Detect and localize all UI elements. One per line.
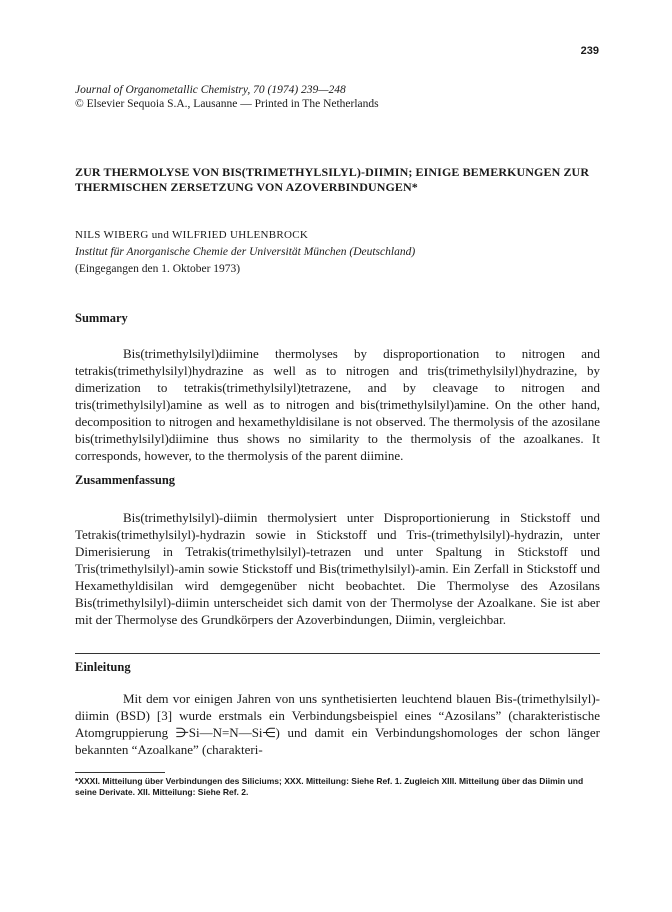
footnote: *XXXI. Mitteilung über Verbindungen des Siliciums; XXX. Mitteilung: Siehe Ref. 1. Zugleich XIII. Mitteilung über das Diimin und seine Derivate. XII. Mitteilung: Siehe Ref. 2. bbox=[75, 776, 584, 797]
summary-text: Bis(trimethylsilyl)diimine thermolyses by disproportionation to nitrogen and tetrakis(trimethylsilyl)hydrazine as well as to nitrogen and tris(trimethylsilyl)hydrazine, by dimerization to tetrakis(trimethylsilyl)tetrazene, and by cleavage to nitrogen and tris(trimethylsilyl)amine as well as to nitrogen and bis(trimethylsilyl)amine. On the other hand, decomposition to nitrogen and hexamethyldisilane is not observed. The thermolysis of the azosilane bis(trimethylsilyl)diimine thus shows no similarity to the thermolysis of the azoalkanes. It corresponds, however, to the thermolysis of the parent diimine. bbox=[75, 346, 600, 463]
received-date: (Eingegangen den 1. Oktober 1973) bbox=[75, 263, 241, 275]
zusammenfassung-text: Bis(trimethylsilyl)-diimin thermolysiert unter Disproportionierung in Stickstoff und Tetrakis(trimethylsilyl)-hydrazin sowie in Stickstoff und Tris-(trimethylsilyl)-hydrazin, unter Dimerisierung in Tetrakis(trimethylsilyl)-tetrazen und unter Spaltung in Stickstoff und Tris(trimethylsilyl)-amin sowie Stickstoff und Bis(trimethylsilyl)-amin. Ein Zerfall in Stickstoff und Hexamethyldisilan wird demgegenüber nicht beobachtet. Die Thermolyse des Azosilans Bis(trimethylsilyl)-diimin unterscheidet sich damit von der Thermolyse der Azoalkane. Sie ist aber mit der Thermolyse des Grundkörpers der Azoverbindungen, Diimin, vergleichbar. bbox=[75, 510, 600, 627]
summary-paragraph bbox=[75, 345, 600, 464]
authors: NILS WIBERG und WILFRIED UHLENBROCK bbox=[75, 229, 309, 241]
einleitung-paragraph bbox=[75, 690, 600, 758]
section-divider bbox=[75, 653, 600, 654]
footnote-divider bbox=[75, 772, 165, 773]
publisher-line: © Elsevier Sequoia S.A., Lausanne — Printed in The Netherlands bbox=[75, 98, 379, 110]
journal-citation: Journal of Organometallic Chemistry, 70 (1974) 239—248 bbox=[75, 84, 346, 96]
zusammenfassung-paragraph bbox=[75, 509, 600, 628]
zusammenfassung-heading: Zusammenfassung bbox=[75, 473, 176, 487]
summary-heading: Summary bbox=[75, 311, 128, 325]
einleitung-heading: Einleitung bbox=[75, 660, 131, 674]
einleitung-text: Mit dem vor einigen Jahren von uns synthetisierten leuchtend blauen Bis-(trimethylsilyl)-diimin (BSD) [3] wurde erstmals ein Verbindungsbeispiel eines “Azosilans” (charakteristische Atomgruppierung ⋺Si—N=N—Si⋲) und damit ein Verbindungshomologes der schon länger bekannten “Azoalkane” (charakteri- bbox=[75, 691, 600, 757]
affiliation: Institut für Anorganische Chemie der Universität München (Deutschland) bbox=[75, 246, 416, 258]
article-title: ZUR THERMOLYSE VON BIS(TRIMETHYLSILYL)-DIIMIN; EINIGE BEMERKUNGEN ZUR THERMISCHEN ZERSETZUNG VON AZOVERBINDUNGEN* bbox=[75, 165, 590, 194]
journal-info bbox=[75, 83, 379, 111]
page-number: 239 bbox=[580, 45, 599, 57]
